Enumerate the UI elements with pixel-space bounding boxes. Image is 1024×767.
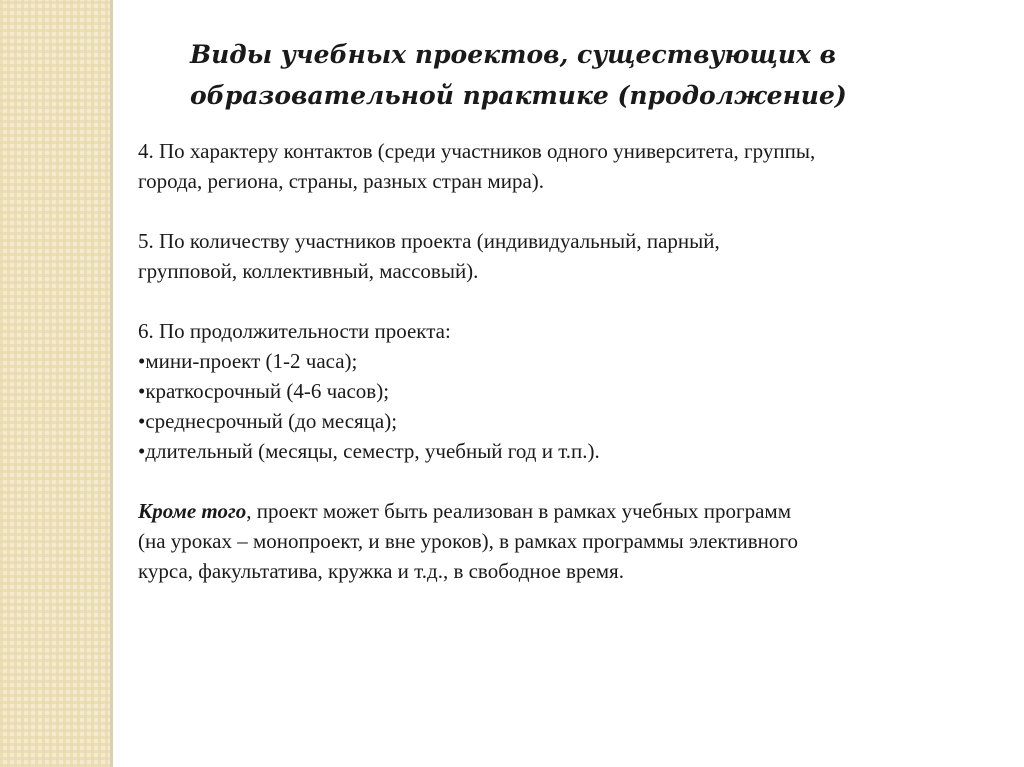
list-item: •краткосрочный (4-6 часов); bbox=[138, 379, 390, 403]
conclusion-line-1 bbox=[138, 496, 998, 526]
section-6 bbox=[138, 316, 998, 466]
title-line-1: Виды учебных проектов, существующих в bbox=[190, 40, 837, 69]
slide-body bbox=[138, 136, 998, 586]
conclusion-line-2: (на уроках – монопроект, и вне уроков), в рамках программы элективного bbox=[138, 529, 798, 553]
section-4 bbox=[138, 136, 998, 196]
list-item: •среднесрочный (до месяца); bbox=[138, 409, 398, 433]
decorative-side-strip bbox=[0, 0, 110, 767]
section-4-line-1: 4. По характеру контактов (среди участников одного университета, группы, bbox=[138, 139, 816, 163]
strip-divider bbox=[110, 0, 113, 767]
conclusion-line-1-rest: , проект может быть реализован в рамках учебных программ bbox=[246, 499, 791, 523]
list-item: •мини-проект (1-2 часа); bbox=[138, 349, 358, 373]
section-5 bbox=[138, 226, 998, 286]
list-item: •длительный (месяцы, семестр, учебный год и т.п.). bbox=[138, 439, 600, 463]
slide-title bbox=[190, 34, 950, 116]
spacer bbox=[138, 466, 998, 496]
title-line-2: образовательной практике (продолжение) bbox=[190, 81, 847, 110]
section-6-heading: 6. По продолжительности проекта: bbox=[138, 319, 451, 343]
spacer bbox=[138, 196, 998, 226]
section-5-line-2: групповой, коллективный, массовый). bbox=[138, 259, 479, 283]
conclusion bbox=[138, 496, 998, 586]
spacer bbox=[138, 286, 998, 316]
conclusion-line-3: курса, факультатива, кружка и т.д., в свободное время. bbox=[138, 559, 624, 583]
conclusion-emphasis: Кроме того bbox=[138, 499, 247, 523]
section-4-line-2: города, региона, страны, разных стран мира). bbox=[138, 169, 545, 193]
section-5-line-1: 5. По количеству участников проекта (индивидуальный, парный, bbox=[138, 229, 720, 253]
